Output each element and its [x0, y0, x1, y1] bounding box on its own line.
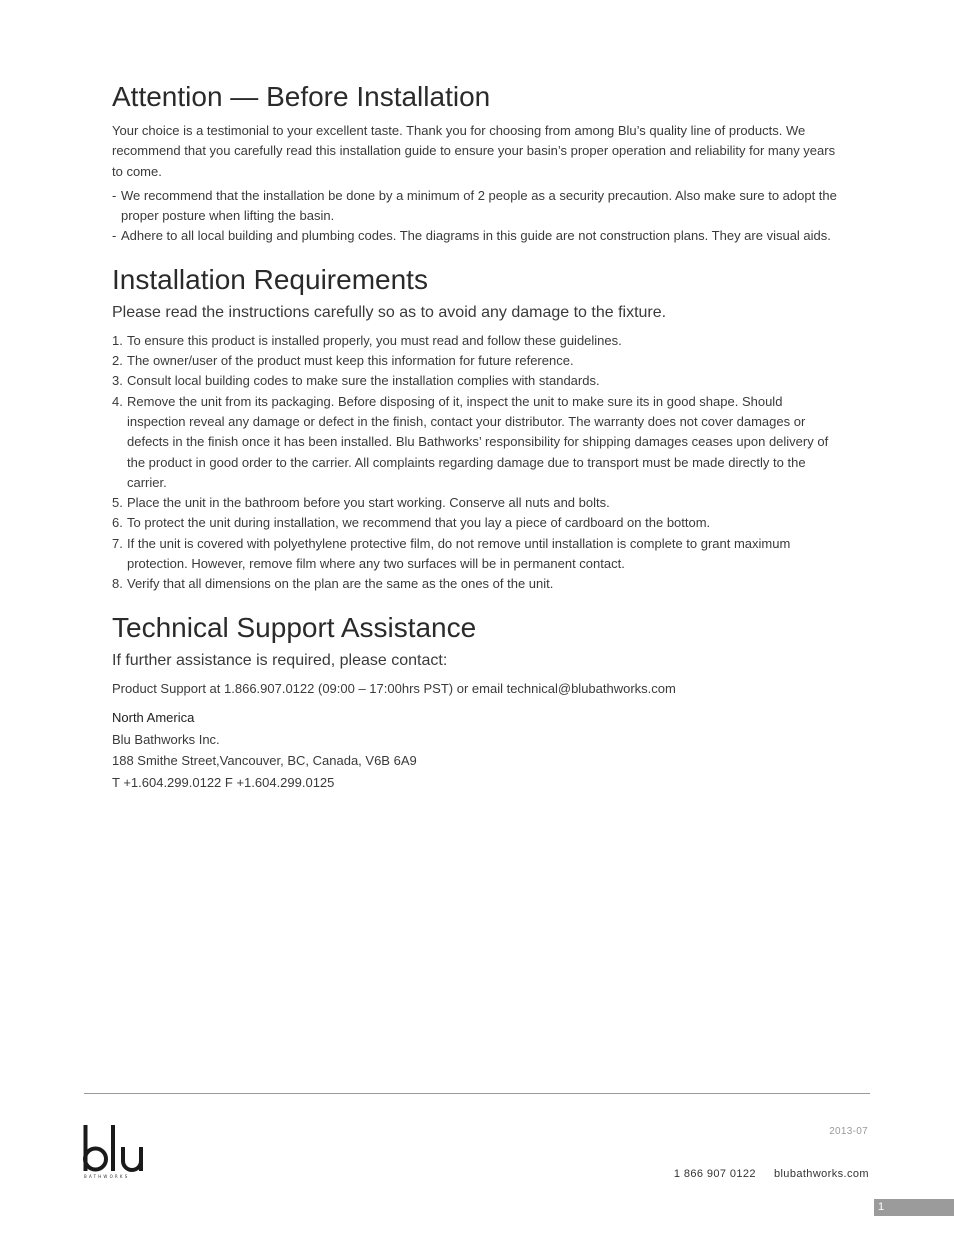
footer-website[interactable]: blubathworks.com — [773, 1168, 869, 1180]
list-item: 7. If the unit is covered with polyethylene protective film, do not remove until installation is complete to grant maximum protection. However, remove film where any two surfaces will be in permanent contact. — [112, 535, 791, 572]
revision-date: 2013-07 — [829, 1126, 868, 1137]
document-body — [112, 80, 842, 793]
page-number: 1 — [878, 1201, 885, 1213]
list-item: 4. Remove the unit from its packaging. Before disposing of it, inspect the unit to make sure its in good shape. Should inspection reveal any damage or defect in the finish, contact your distributor. The warranty does not cover damages or defects in the finish once it has been installed. Blu Bathworks’ responsibility for shipping damages ceases upon delivery of the product in good order to the carrier. All complaints regarding damage due to transport must be made directly to the carrier. — [112, 393, 829, 490]
address-block — [112, 707, 842, 793]
precaution-item: - We recommend that the installation be done by a minimum of 2 people as a security precaution. Also make sure to adopt the proper posture when lifting the basin. — [112, 187, 837, 224]
list-item: 1. To ensure this product is installed properly, you must read and follow these guidelines. — [112, 332, 622, 348]
phone-fax: T +1.604.299.0122 F +1.604.299.0125 — [112, 774, 335, 790]
support-heading: Technical Support Assistance — [112, 611, 477, 643]
precaution-item: - Adhere to all local building and plumbing codes. The diagrams in this guide are not construction plans. They are visual aids. — [112, 228, 831, 244]
footer-phone: 1 866 907 0122 — [673, 1168, 756, 1180]
footer-divider — [84, 1093, 870, 1094]
list-item: 5. Place the unit in the bathroom before you start working. Conserve all nuts and bolts. — [112, 495, 610, 511]
list-item: 6. To protect the unit during installation, we recommend that you lay a piece of cardboard on the bottom. — [112, 515, 711, 531]
support-section — [112, 611, 842, 794]
precaution-list — [112, 186, 842, 247]
street-address: 188 Smithe Street,Vancouver, BC, Canada, V6B 6A9 — [112, 753, 417, 769]
attention-heading: Attention — Before Installation — [112, 81, 491, 112]
requirements-list — [112, 331, 842, 595]
logo-subtext: BATHWORKS — [84, 1174, 130, 1179]
requirements-heading: Installation Requirements — [112, 263, 428, 295]
requirements-subtitle: Please read the instructions carefully so as to avoid any damage to the fixture. — [112, 303, 667, 321]
requirements-section — [112, 263, 842, 595]
blu-logo — [83, 1120, 155, 1182]
list-item: 8. Verify that all dimensions on the plan are the same as the ones of the unit. — [112, 576, 554, 592]
support-subtitle: If further assistance is required, please contact: — [112, 651, 448, 669]
attention-section — [112, 80, 842, 247]
list-item: 2. The owner/user of the product must keep this information for future reference. — [112, 353, 574, 369]
company-name: Blu Bathworks Inc. — [112, 731, 220, 747]
list-item: 3. Consult local building codes to make sure the installation complies with standards. — [112, 373, 600, 389]
intro-paragraph: Your choice is a testimonial to your excellent taste. Thank you for choosing from among Blu’s quality line of products. We recommend that you carefully read this installation guide to ensure your basin’s proper operation and reliability for many years to come. — [112, 123, 836, 179]
page-number-tab — [874, 1199, 954, 1216]
region-label: North America — [112, 709, 195, 725]
support-contact-line: Product Support at 1.866.907.0122 (09:00 – 17:00hrs PST) or email technical@blubathworks.com — [112, 680, 676, 696]
footer-contact — [674, 1168, 869, 1180]
